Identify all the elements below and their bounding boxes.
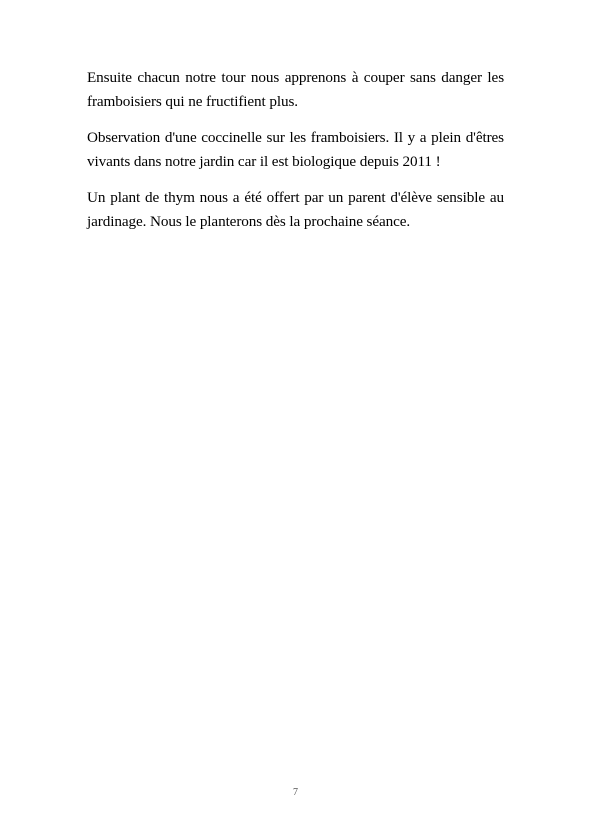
paragraph-raspberry-pruning: Ensuite chacun notre tour nous apprenons à couper sans danger les framboisiers qui ne fructifient plus.: [87, 69, 504, 110]
paragraph-thyme-plant: Un plant de thym nous a été offert par un parent d'élève sensible au jardinage. Nous le planterons dès la prochaine séance.: [87, 189, 504, 230]
page-body: [87, 66, 504, 246]
page-number: 7: [293, 787, 298, 798]
paragraph-ladybird-observation: Observation d'une coccinelle sur les framboisiers. Il y a plein d'êtres vivants dans notre jardin car il est biologique depuis 2011 !: [87, 129, 504, 170]
